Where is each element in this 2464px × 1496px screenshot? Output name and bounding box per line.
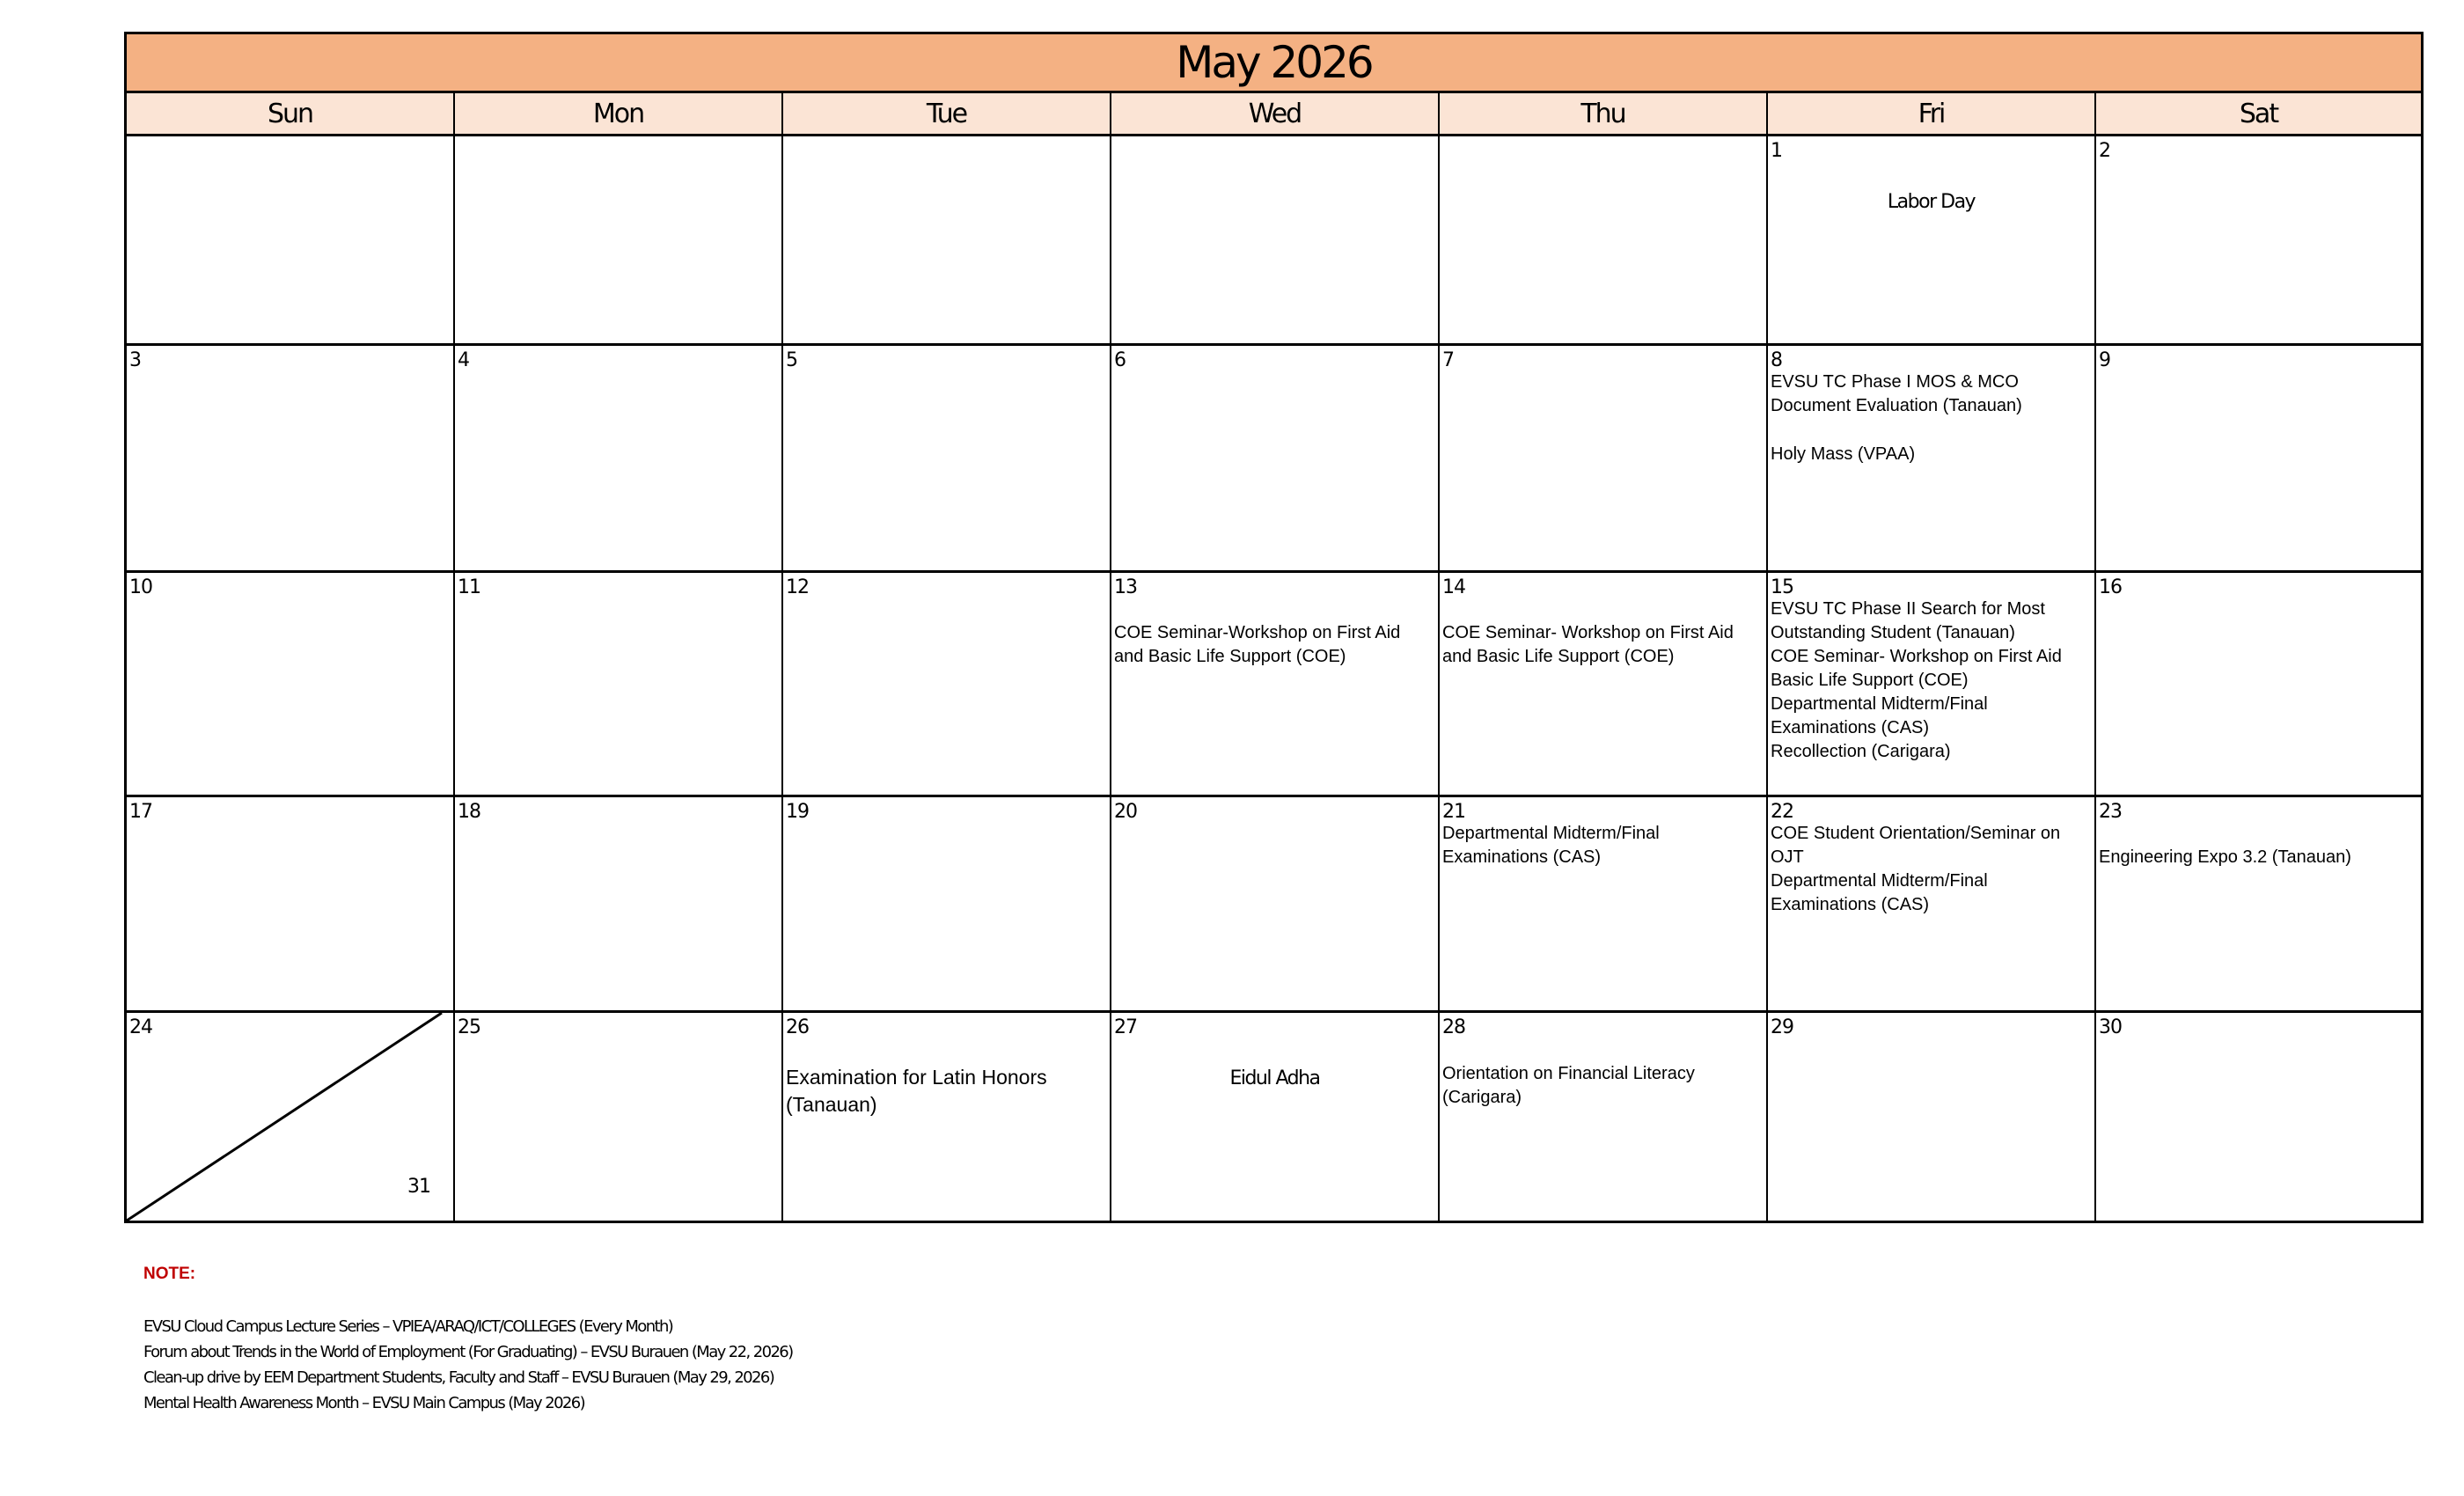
day-number: 16 xyxy=(2099,576,2122,598)
event-item: Recollection (Carigara) xyxy=(1771,742,1951,761)
day-cell-25 xyxy=(455,1013,783,1221)
day-cell-27 xyxy=(1111,1013,1440,1221)
week-row-4 xyxy=(127,797,2421,1013)
weekday-tue: Tue xyxy=(783,93,1111,134)
day-cell-17 xyxy=(127,797,455,1010)
day-cell-16 xyxy=(2096,573,2421,795)
event-item: Orientation on Financial Literacy (Carigara) xyxy=(1442,1064,1695,1107)
split-day-diagonal xyxy=(127,1013,455,1221)
day-cell-20 xyxy=(1111,797,1440,1010)
day-cell-11 xyxy=(455,573,783,795)
day-number: 3 xyxy=(129,349,141,371)
day-cell-6 xyxy=(1111,346,1440,570)
day-number: 28 xyxy=(1442,1016,1465,1038)
day-cell-15 xyxy=(1768,573,2096,795)
day-cell-empty xyxy=(1440,136,1768,343)
note-line: Forum about Trends in the World of Employment (For Graduating) – EVSU Burauen (May 22, 2026) xyxy=(143,1343,793,1361)
event-item: COE Seminar- Workshop on First Aid and Basic Life Support (COE) xyxy=(1442,623,1734,666)
week-row-2 xyxy=(127,346,2421,573)
day-cell-empty xyxy=(1111,136,1440,343)
day-number: 26 xyxy=(786,1016,809,1038)
month-title: May 2026 xyxy=(127,34,2421,93)
event-item: Holy Mass (VPAA) xyxy=(1771,444,1916,464)
event-item: Departmental Midterm/Final Examinations (CAS) xyxy=(1771,694,1988,737)
day-number: 8 xyxy=(1771,349,1782,371)
day-cell-14 xyxy=(1440,573,1768,795)
calendar-grid xyxy=(124,32,2424,1223)
day-cell-12 xyxy=(783,573,1111,795)
day-cell-4 xyxy=(455,346,783,570)
weekday-sun: Sun xyxy=(127,93,455,134)
weekday-mon: Mon xyxy=(455,93,783,134)
event-item: Examination for Latin Honors (Tanauan) xyxy=(786,1066,1047,1116)
day-cell-7 xyxy=(1440,346,1768,570)
day-cell-1 xyxy=(1768,136,2096,343)
event-labor-day: Labor Day xyxy=(1887,191,1976,213)
day-number: 15 xyxy=(1771,576,1793,598)
event-item: EVSU TC Phase II Search for Most Outstanding Student (Tanauan) xyxy=(1771,599,2045,642)
day-number: 27 xyxy=(1114,1016,1137,1038)
day-cell-28 xyxy=(1440,1013,1768,1221)
event-item: EVSU TC Phase I MOS & MCO Document Evaluation (Tanauan) xyxy=(1771,372,2022,415)
weekday-sat: Sat xyxy=(2239,98,2278,129)
day-number: 21 xyxy=(1442,801,1465,823)
day-cell-empty xyxy=(783,136,1111,343)
day-number: 12 xyxy=(786,576,809,598)
day-number: 10 xyxy=(129,576,152,598)
note-heading: NOTE: xyxy=(143,1265,196,1283)
day-cell-18 xyxy=(455,797,783,1010)
day-cell-8 xyxy=(1768,346,2096,570)
week-row-3 xyxy=(127,573,2421,797)
week-row-1 xyxy=(127,136,2421,346)
day-cell-5 xyxy=(783,346,1111,570)
weekday-header-row xyxy=(127,93,2421,136)
day-cell-empty xyxy=(127,136,455,343)
day-number: 7 xyxy=(1442,349,1454,371)
day-number: 5 xyxy=(786,349,797,371)
event-item: COE Seminar- Workshop on First Aid Basic Life Support (COE) xyxy=(1771,647,2062,690)
day-number: 14 xyxy=(1442,576,1465,598)
day-cell-21 xyxy=(1440,797,1768,1010)
day-number: 2 xyxy=(2099,140,2110,162)
event-eidul-adha: Eidul Adha xyxy=(1229,1067,1320,1089)
day-cell-2 xyxy=(2096,136,2421,343)
day-cell-9 xyxy=(2096,346,2421,570)
weekday-wed: Wed xyxy=(1111,93,1440,134)
day-number: 17 xyxy=(129,801,152,823)
event-item: Engineering Expo 3.2 (Tanauan) xyxy=(2099,847,2351,867)
day-number: 29 xyxy=(1771,1016,1793,1038)
day-number: 20 xyxy=(1114,801,1137,823)
event-item: COE Seminar-Workshop on First Aid and Basic Life Support (COE) xyxy=(1114,623,1401,666)
day-cell-22 xyxy=(1768,797,2096,1010)
day-number: 4 xyxy=(458,349,469,371)
day-cell-29 xyxy=(1768,1013,2096,1221)
event-item: COE Student Orientation/Seminar on OJT xyxy=(1771,824,2061,867)
day-cell-13 xyxy=(1111,573,1440,795)
day-number: 24 xyxy=(129,1016,152,1038)
day-cell-24-31 xyxy=(127,1013,455,1221)
day-number: 23 xyxy=(2099,801,2122,823)
day-cell-26 xyxy=(783,1013,1111,1221)
day-number: 6 xyxy=(1114,349,1126,371)
day-number: 22 xyxy=(1771,801,1793,823)
day-number: 11 xyxy=(458,576,480,598)
event-item: Departmental Midterm/Final Examinations (CAS) xyxy=(1442,824,1660,867)
day-number: 30 xyxy=(2099,1016,2122,1038)
weekday-thu: Thu xyxy=(1440,93,1768,134)
day-number: 18 xyxy=(458,801,480,823)
note-line: EVSU Cloud Campus Lecture Series – VPIEA/ARAQ/ICT/COLLEGES (Every Month) xyxy=(143,1317,673,1336)
day-cell-19 xyxy=(783,797,1111,1010)
day-cell-30 xyxy=(2096,1013,2421,1221)
day-cell-3 xyxy=(127,346,455,570)
notes-section xyxy=(143,1265,793,1416)
note-line: Clean-up drive by EEM Department Students, Faculty and Staff – EVSU Burauen (May 29, 2026) xyxy=(143,1368,774,1387)
note-line: Mental Health Awareness Month – EVSU Main Campus (May 2026) xyxy=(143,1394,585,1412)
weekday-fri: Fri xyxy=(1768,93,2096,134)
day-number: 13 xyxy=(1114,576,1137,598)
day-number-split: 31 xyxy=(407,1176,430,1198)
day-cell-empty xyxy=(455,136,783,343)
day-number: 19 xyxy=(786,801,809,823)
day-cell-23 xyxy=(2096,797,2421,1010)
day-number: 25 xyxy=(458,1016,480,1038)
week-row-5 xyxy=(127,1013,2421,1221)
day-cell-10 xyxy=(127,573,455,795)
day-number: 9 xyxy=(2099,349,2110,371)
day-number: 1 xyxy=(1771,140,1782,162)
event-item: Departmental Midterm/Final Examinations (CAS) xyxy=(1771,871,1988,914)
